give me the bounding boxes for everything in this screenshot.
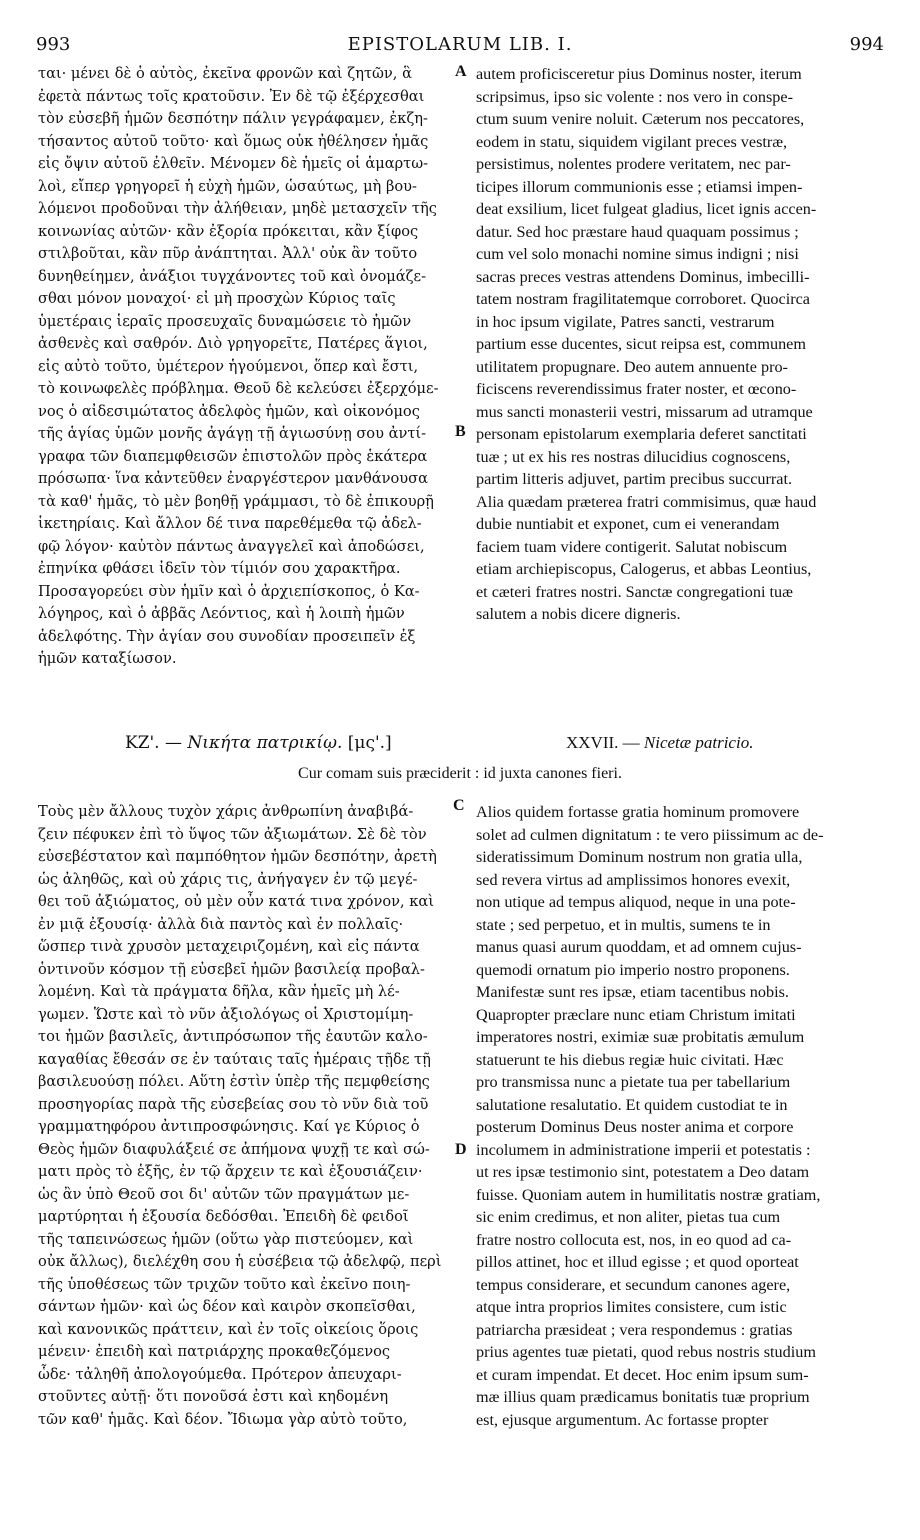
- latin-text-line: quemodi ornatum pio imperio nostro proponens.: [476, 960, 790, 979]
- latin-column-letter27: [476, 801, 886, 1431]
- latin-letter-heading: [566, 733, 753, 753]
- greek-text-line: τῆς ἁγίας ὑμῶν μονῆς ἀγάγῃ τῇ ἁγιωσύνῃ σου ἀντί-: [38, 425, 427, 442]
- latin-text-line: tatem nostram fragilitatemque corroboret. Quocirca: [476, 290, 810, 308]
- greek-text-line: ἱκετηρίαις. Καὶ ἄλλον δέ τινα παρεθέμεθα τῷ ἀδελ-: [38, 515, 422, 532]
- greek-text-line: τῆς ταπεινώσεως ἡμῶν (οὕτω γὰρ πιστεύομεν, καὶ: [38, 1230, 414, 1248]
- greek-column-letter26-end: [38, 63, 448, 671]
- greek-text-line: στοῦντες αὐτῇ· ὅτι πονοῦσά ἐστι καὶ κηδομένη: [38, 1388, 389, 1405]
- latin-text-line: Manifestæ sunt res ipsæ, etiam tacentibus nobis.: [476, 983, 789, 1001]
- greek-text-line: Θεὸς ἡμῶν διαφυλάξειέ σε ἀπήμονα ψυχῇ τε καὶ σώ-: [38, 1140, 430, 1158]
- latin-text-line: utilitatem propugnare. Deo autem annuente pro-: [476, 357, 788, 376]
- greek-text-line: ἡμῶν καταξίωσον.: [38, 650, 177, 667]
- latin-text-line: partim litteris adjuvet, partim precibus succurrat.: [476, 470, 793, 488]
- greek-text-line: τὸν εὐσεβῆ ἡμῶν δεσπότην πάλιν γεγράφαμεν, ἐκζη-: [38, 110, 428, 127]
- greek-text-line: τῶν καθ' ἡμᾶς. Καὶ δέον. Ἴδιωμα γὰρ αὐτὸ τοῦτο,: [38, 1410, 408, 1428]
- greek-text-line: τοι ἡμῶν βασιλεῖς, ἀντιπρόσωπον τῆς ἑαυτῶν καλο-: [38, 1028, 428, 1045]
- running-title: EPISTOLARUM LIB. I.: [347, 34, 573, 55]
- greek-text-line: τὰ καθ' ἡμᾶς, τὸ μὲν βοηθῇ γράμμασι, τὸ δὲ ἐπικουρῇ: [38, 492, 434, 510]
- greek-text-line: τήσαντος αὐτοῦ τοῦτο· καὶ ὅμως οὐκ ἠθέλησεν ἡμᾶς: [38, 132, 429, 150]
- greek-text-line: ματι πρὸς τὸ ἑξῆς, ἐν τῷ ἄρχειν τε καὶ ἐξουσιάζειν·: [38, 1163, 423, 1180]
- margin-marker-b: B: [455, 423, 466, 440]
- latin-text-line: prius agentes tuæ pietati, quod rebus nostris studium: [476, 1343, 816, 1361]
- greek-text-line: καὶ κανονικῶς πράττειν, καὶ ἐν τοῖς οἰκείοις ὅροις: [38, 1320, 419, 1338]
- greek-text-line: φῷ λόγον· καὐτὸν πάντως ἀναγγελεῖ καὶ ἀποδώσει,: [38, 537, 425, 555]
- latin-text-line: eodem in statu, siquidem vigilant preces vestræ,: [476, 132, 788, 151]
- latin-text-line: dubie nuntiabit et exponet, cum ei venerandam: [476, 515, 780, 533]
- latin-text-line: ticipes illorum communionis esse ; etiamsi impen-: [476, 177, 803, 196]
- greek-text-line: ὥσπερ τινὰ χρυσὸν μεταχειριζομένη, καὶ εἰς πάντα: [38, 938, 420, 955]
- latin-text-line: sic enim credimus, et non aliter, pietas tua cum: [476, 1208, 781, 1226]
- latin-text-line: salutatione resalutatio. Et quidem custodiat te in: [476, 1095, 788, 1114]
- greek-text-line: προσηγορίας παρὰ τῆς εὐσεβείας σου τὸ νῦν διὰ τοῦ: [38, 1095, 429, 1113]
- greek-text-line: ἐν μιᾷ ἐξουσίᾳ· ἀλλὰ διὰ παντὸς καὶ ἐν πολλαῖς·: [38, 915, 404, 933]
- latin-text-line: atque intra proprios limites consistere, cum istic: [476, 1298, 787, 1316]
- greek-column-letter27: [38, 801, 448, 1431]
- greek-text-line: εὐσεβέστατον καὶ παμπόθητον ἡμῶν δεσπότην, ἀρετὴ: [38, 848, 437, 865]
- page-number-left: 993: [36, 34, 71, 55]
- greek-text-line: ἐπηνίκα φθάσει ἰδεῖν τὸν τίμιόν σου χαρακτῆρα.: [38, 560, 401, 577]
- latin-text-line: statuerunt te his diebus regiæ huic civitati. Hæc: [476, 1050, 784, 1069]
- greek-text-line: λόμενοι προδοῦναι τὴν ἀλήθειαν, μηδὲ μετασχεῖν τῆς: [38, 200, 437, 217]
- greek-text-line: τὸ κοινωφελὲς πρόβλημα. Θεοῦ δὲ κελεύσει ἐξερχόμε-: [38, 380, 439, 397]
- latin-letter-number: XXVII.: [566, 733, 619, 752]
- greek-text-line: εἰς αὐτὸ τοῦτο, ὑμέτερον ἡγούμενοι, ὅπερ καὶ ἔστι,: [38, 357, 419, 375]
- greek-text-line: τῆς ὑποθέσεως τῶν τριχῶν τοῦτο καὶ ἐκεῖνο ποιη-: [38, 1275, 411, 1293]
- latin-text-line: sed revera virtus ad amplissimos honores evexit,: [476, 870, 791, 889]
- greek-text-line: οὐκ ἄλλως), διελέχθη σου ἡ εὐσέβεια τῷ ἀδελφῷ, περὶ: [38, 1253, 442, 1270]
- greek-text-line: γραφα τῶν διαπεμφθεισῶν ἐπιστολῶν πρὸς ἑκάτερα: [38, 447, 428, 465]
- greek-text-line: θει τοῦ ἀξιώματος, οὐ μὲν οὖν κατά τινα χρόνον, καὶ: [38, 893, 434, 910]
- letter-argument: Cur comam suis præciderit : id juxta canones fieri.: [298, 765, 622, 782]
- greek-text-line: ὑμετέραις ἱεραῖς προσευχαῖς δυναμώσειε τὸ ἡμῶν: [38, 312, 412, 330]
- latin-text-line: manus quasi aurum quoddam, et ad omnem cujus-: [476, 938, 802, 956]
- greek-letter-number: ΚΖ'.: [125, 733, 160, 753]
- greek-text-line: εἰς ὄψιν αὐτοῦ ἐλθεῖν. Μένομεν δὲ ἡμεῖς οἱ ἁμαρτω-: [38, 155, 429, 172]
- latin-text-line: deat exsilium, licet fulgeat gladius, licet ignis accen-: [476, 200, 817, 218]
- greek-text-line: γωμεν. Ὥστε καὶ τὸ νῦν ἀξιολόγως οἱ Χριστομίμη-: [38, 1005, 414, 1023]
- latin-text-line: tuæ ; ut ex his res nostras dilucidius cognoscens,: [476, 447, 791, 466]
- latin-text-line: ctum suum venire noluit. Cæterum nos peccatores,: [476, 110, 805, 128]
- greek-letter-title: Νικήτα πατρικίῳ.: [187, 733, 343, 753]
- latin-text-line: non utique ad tempus aliquod, neque in una pote-: [476, 893, 796, 911]
- greek-text-line: νος ὁ αἰδεσιμώτατος ἀδελφὸς ἡμῶν, καὶ οἰκονόμος: [38, 402, 420, 420]
- latin-text-line: salutem a nobis dicere digneris.: [476, 605, 681, 623]
- latin-text-line: Alia quædam præterea fratri commisimus, quæ haud: [476, 492, 817, 511]
- margin-marker-d: D: [455, 1141, 467, 1158]
- latin-text-line: sideratissimum Dominum nostrum non gratia ulla,: [476, 848, 803, 866]
- greek-text-line: λοὶ, εἴπερ γρηγορεῖ ἡ εὐχὴ ἡμῶν, ὡσαύτως, μὴ βου-: [38, 177, 417, 195]
- latin-text-line: et cæteri fratres nostri. Sanctæ congregationi tuæ: [476, 582, 793, 601]
- latin-text-line: et curam impendat. Et decet. Hoc enim ipsum sum-: [476, 1365, 809, 1384]
- margin-marker-c: C: [453, 797, 465, 814]
- latin-text-line: personam epistolarum exemplaria deferet sanctitati: [476, 425, 807, 443]
- greek-text-line: ὡς ἀληθῶς, καὶ οὐ χάρις τις, ἀνήγαγεν ἐν τῷ μεγέ-: [38, 870, 418, 888]
- latin-text-line: Alios quidem fortasse gratia hominum promovere: [476, 803, 800, 821]
- greek-text-line: μαρτύρηται ἡ ἐξουσία δεδόσθαι. Ἐπειδὴ δὲ φειδοῖ: [38, 1208, 409, 1225]
- latin-text-line: est, ejusque argumentum. Ac fortasse propter: [476, 1410, 769, 1429]
- greek-text-line: λομένη. Καὶ τὰ πράγματα δῆλα, κἂν ἡμεῖς μὴ λέ-: [38, 983, 400, 1000]
- latin-letter-title: Nicetæ patricio.: [643, 733, 754, 752]
- greek-text-line: ζειν πέφυκεν ἐπὶ τὸ ὕψος τῶν ἀξιωμάτων. Σὲ δὲ τὸν: [38, 825, 427, 843]
- latin-text-line: partium esse ducentes, sicut reipsa est, communem: [476, 335, 806, 353]
- latin-text-line: imperatores nostri, eximiæ suæ probitatis æmulum: [476, 1028, 805, 1046]
- greek-text-line: ἀσθενὲς καὶ σαθρόν. Διὸ γρηγορεῖτε, Πατέρες ἅγιοι,: [38, 335, 428, 352]
- latin-text-line: pro transmissa nunc a pietate tua per tabellarium: [476, 1073, 791, 1091]
- greek-text-line: δυνηθείημεν, ἀνάξιοι τυγχάνοντες τοῦ καὶ ὀνομάζε-: [38, 267, 427, 285]
- greek-letter-heading: [125, 733, 392, 753]
- latin-text-line: faciem tuam videre contigerit. Salutat nobiscum: [476, 537, 788, 556]
- latin-text-line: fratre nostro collocuta est, nos, in eo quod ad ca-: [476, 1230, 792, 1249]
- latin-text-line: mus sancti monasterii vestri, missarum ad utramque: [476, 402, 813, 421]
- greek-letter-alt-number: [μς'.]: [342, 733, 392, 753]
- latin-text-line: datur. Sed hoc præstare haud quaquam possimus ;: [476, 222, 799, 241]
- greek-text-line: καγαθίας ἔθεσάν σε ἐν ταύταις ταῖς ἡμέραις τῇδε τῇ: [38, 1050, 431, 1068]
- margin-marker-a: A: [455, 63, 467, 80]
- latin-text-line: patriarcha præsideat ; vera respondemus : gratias: [476, 1320, 793, 1339]
- greek-text-line: στιλβοῦται, κἂν πῦρ ἀνάπτηται. Ἀλλ' οὐκ ἂν τοῦτο: [38, 245, 418, 262]
- latin-text-line: persistimus, nolentes prodere veritatem, nec par-: [476, 155, 791, 173]
- page-number-right: 994: [849, 34, 884, 55]
- latin-column-letter26-end: [476, 63, 886, 626]
- greek-text-line: βασιλευούσῃ πόλει. Αὕτη ἐστὶν ὑπὲρ τῆς πεμφθείσης: [38, 1073, 430, 1090]
- greek-text-line: μένειν· ἐπειδὴ καὶ πατριάρχης προκαθεζόμενος: [38, 1343, 391, 1360]
- greek-text-line: ἀδελφότης. Τὴν ἁγίαν σου συνοδίαν προσειπεῖν ἐξ: [38, 627, 416, 645]
- latin-text-line: cum vel solo monachi nomine simus indigni ; nisi: [476, 245, 799, 263]
- latin-text-line: scripsimus, ipso sic volente : nos vero in conspe-: [476, 87, 793, 106]
- latin-text-line: incolumem in administratione imperii et potestatis :: [476, 1140, 811, 1159]
- latin-text-line: solet ad culmen dignitatum : te vero piissimum ac de-: [476, 825, 824, 844]
- latin-text-line: state ; sed perpetuo, et in multis, sumens te in: [476, 915, 771, 934]
- latin-text-line: mæ illius quam prædicamus bonitatis tuæ proprium: [476, 1388, 810, 1406]
- latin-text-line: pillos attinet, hoc et illud egisse ; et quod oporteat: [476, 1253, 799, 1271]
- greek-heading-dash: —: [159, 733, 188, 753]
- greek-text-line: ὧδε· τἀληθῆ ἀπολογούμεθα. Πρότερον ἀπευχαρι-: [38, 1365, 402, 1383]
- greek-text-line: πρόσωπα· ἵνα κἀντεῦθεν ἐναργέστερον μανθάνουσα: [38, 470, 428, 487]
- running-head: [36, 34, 884, 56]
- latin-text-line: ficiscens reverendissimus frater noster, et œcono-: [476, 380, 797, 398]
- greek-text-line: σθαι μόνον μοναχοί· εἰ μὴ προσχὼν Κύριος ταῖς: [38, 290, 396, 307]
- greek-text-line: σάντων ἡμῶν· καὶ ὡς δέον καὶ καιρὸν σκοπεῖσθαι,: [38, 1298, 416, 1315]
- greek-text-line: ται· μένει δὲ ὁ αὐτὸς, ἐκεῖνα φρονῶν καὶ ζητῶν, ἃ: [38, 65, 412, 82]
- latin-text-line: in hoc ipsum vigilate, Patres sancti, vestrarum: [476, 312, 775, 331]
- greek-text-line: λόγηρος, καὶ ὁ ἀββᾶς Λεόντιος, καὶ ἡ λοιπὴ ἡμῶν: [38, 605, 405, 622]
- latin-text-line: fuisse. Quoniam autem in humilitatis nostræ gratiam,: [476, 1185, 821, 1204]
- greek-text-line: γραμματηφόρου ἀντιπροσφώνησις. Καί γε Κύριος ὁ: [38, 1118, 420, 1135]
- greek-text-line: Προσαγορεύει σὺν ἡμῖν καὶ ὁ ἀρχιεπίσκοπος, ὁ Κα-: [38, 582, 420, 600]
- latin-heading-dash: —: [618, 733, 644, 752]
- latin-text-line: sacras preces vestras attendens Dominus, imbecilli-: [476, 267, 810, 286]
- greek-text-line: ὁντινοῦν κόσμον τῇ εὐσεβεῖ ἡμῶν βασιλείᾳ προβαλ-: [38, 960, 425, 978]
- greek-text-line: ἐφετὰ πάντως τοῖς κρατοῦσιν. Ἐν δὲ τῷ ἐξέρχεσθαι: [38, 87, 425, 105]
- latin-text-line: posterum Dominus Deus noster anima et corpore: [476, 1118, 794, 1136]
- latin-text-line: tempus considerare, et secundum canones agere,: [476, 1275, 791, 1294]
- greek-text-line: ὡς ἂν ὑπὸ Θεοῦ σοι δι' αὐτῶν τῶν πραγμάτων με-: [38, 1185, 410, 1203]
- latin-text-line: ut res ipsæ testimonio sint, potestatem a Deo datam: [476, 1163, 810, 1181]
- latin-text-line: autem proficisceretur pius Dominus noster, iterum: [476, 65, 802, 83]
- greek-text-line: Τοὺς μὲν ἄλλους τυχὸν χάρις ἀνθρωπίνη ἀναβιβά-: [38, 803, 414, 820]
- latin-text-line: Quapropter præclare nunc etiam Christum imitati: [476, 1005, 796, 1024]
- greek-text-line: κοινωνίας αὐτῶν· κἂν ἐξορία πρόκειται, κἂν ξίφος: [38, 222, 419, 240]
- latin-text-line: etiam archiepiscopus, Calogerus, et abbas Leontius,: [476, 560, 812, 578]
